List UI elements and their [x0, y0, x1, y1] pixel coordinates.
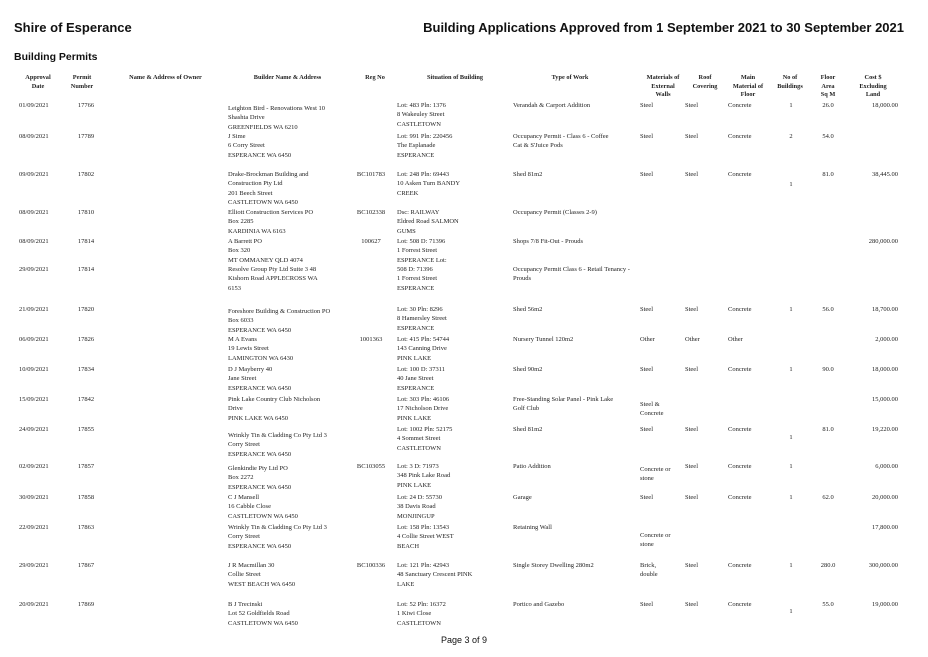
floor-area: 55.0	[822, 601, 834, 608]
approval-date: 22/09/2021	[19, 524, 49, 531]
column-header-situation: Situation of Building	[427, 74, 483, 81]
number-of-buildings: 1	[789, 306, 793, 313]
situation-of-building: Lot: 121 Pln: 42943 48 Sanctuary Crescent PINK LAKE	[397, 562, 473, 588]
column-header-approval-date: Approval Date	[25, 74, 51, 90]
permit-number: 17820	[77, 306, 95, 313]
floor-material: Concrete	[728, 133, 752, 140]
permit-number: 17814	[77, 266, 95, 273]
floor-area: 81.0	[822, 426, 834, 433]
column-header-external-walls: Materials of External Walls	[646, 74, 680, 99]
approval-date: 08/09/2021	[19, 238, 49, 245]
type-of-work: Shed 81m2	[513, 171, 543, 178]
builder-name-address: Resolve Group Pty Ltd Suite 3 48 Kishorn Road APPLECROSS WA 6153	[228, 266, 318, 292]
roof-covering: Steel	[685, 102, 698, 109]
approval-date: 20/09/2021	[19, 601, 49, 608]
number-of-buildings: 1	[789, 102, 793, 109]
builder-name-address: J Sime 6 Corry Street ESPERANCE WA 6450	[228, 133, 292, 159]
approval-date: 08/09/2021	[19, 133, 49, 140]
reg-no: BC101783	[356, 171, 386, 178]
type-of-work: Nursery Tunnel 120m2	[513, 336, 574, 343]
situation-of-building: Lot: 3 D: 71973 348 Pink Lake Road PINK LAKE	[397, 463, 451, 489]
type-of-work: Portico and Gazebo	[513, 601, 565, 608]
floor-material: Concrete	[728, 562, 752, 569]
floor-material: Other	[728, 336, 743, 343]
external-walls: Steel	[640, 494, 653, 501]
external-walls: Steel	[640, 426, 653, 433]
situation-of-building: Lot: 303 Pln: 46106 17 Nicholson Drive PINK LAKE	[397, 396, 450, 422]
type-of-work: Retaining Wall	[513, 524, 552, 531]
floor-material: Concrete	[728, 463, 752, 470]
number-of-buildings: 1	[789, 181, 793, 188]
floor-material: Concrete	[728, 494, 752, 501]
number-of-buildings: 1	[789, 366, 793, 373]
column-header-no-of-buildings: No of Buildings	[777, 74, 803, 90]
approval-date: 15/09/2021	[19, 396, 49, 403]
column-header-permit-number: Permit Number	[70, 74, 94, 90]
floor-area: 62.0	[822, 494, 834, 501]
situation-of-building: Lot: 30 Pln: 8296 8 Hamersley Street ESPERANCE	[397, 306, 447, 332]
situation-of-building: Lot: 52 Pln: 16372 1 Kiwi Close CASTLETOWN	[397, 601, 446, 627]
situation-of-building: Lot: 24 D: 55730 38 Davis Road MONJINGUP	[397, 494, 442, 520]
external-walls: Concrete or stone	[640, 466, 671, 483]
cost-excluding-land: 280,000.00	[868, 238, 898, 245]
approval-date: 09/09/2021	[19, 171, 49, 178]
section-heading: Building Permits	[14, 51, 98, 63]
situation-of-building: Lot: 1002 Pln: 52175 4 Sommet Street CASTLETOWN	[397, 426, 453, 452]
cost-excluding-land: 6,000.00	[875, 463, 898, 470]
permit-number: 17826	[77, 336, 95, 343]
external-walls: Steel	[640, 133, 653, 140]
type-of-work: Patio Addition	[513, 463, 551, 470]
floor-area: 280.0	[820, 562, 836, 569]
builder-name-address: Glenkindie Pty Ltd PO Box 2272 ESPERANCE WA 6450	[228, 465, 292, 491]
cost-excluding-land: 19,000.00	[872, 601, 898, 608]
type-of-work: Single Storey Dwelling 280m2	[513, 562, 594, 569]
permit-number: 17855	[77, 426, 95, 433]
builder-name-address: A Barrett PO Box 320 MT OMMANEY QLD 4074	[228, 238, 303, 264]
type-of-work: Shed 81m2	[513, 426, 543, 433]
column-header-floor-material: Main Material of Floor	[732, 74, 764, 99]
type-of-work: Shed 56m2	[513, 306, 543, 313]
column-header-roof-covering: Roof Covering	[692, 74, 718, 90]
floor-area: 81.0	[822, 171, 834, 178]
situation-of-building: Lot: 415 Pln: 54744 143 Canning Drive PINK LAKE	[397, 336, 450, 362]
cost-excluding-land: 19,220.00	[872, 426, 898, 433]
number-of-buildings: 1	[789, 434, 793, 441]
approval-date: 02/09/2021	[19, 463, 49, 470]
builder-name-address: Wrinkly Tin & Cladding Co Pty Ltd 3 Corry Street ESPERANCE WA 6450	[228, 432, 327, 458]
reg-no: BC102338	[356, 209, 386, 216]
roof-covering: Other	[685, 336, 700, 343]
approval-date: 06/09/2021	[19, 336, 49, 343]
page-number: Page 3 of 9	[440, 635, 488, 645]
approval-date: 29/09/2021	[19, 266, 49, 273]
builder-name-address: Pink Lake Country Club Nicholson Drive PINK LAKE WA 6450	[228, 396, 321, 422]
floor-material: Concrete	[728, 306, 752, 313]
type-of-work: Garage	[513, 494, 532, 501]
cost-excluding-land: 15,000.00	[872, 396, 898, 403]
type-of-work: Shed 90m2	[513, 366, 543, 373]
reg-no: BC103055	[356, 463, 386, 470]
floor-material: Concrete	[728, 366, 752, 373]
floor-area: 90.0	[822, 366, 834, 373]
roof-covering: Steel	[685, 366, 698, 373]
approval-date: 01/09/2021	[19, 102, 49, 109]
builder-name-address: B J Trecinski Lot 52 Goldfields Road CASTLETOWN WA 6450	[228, 601, 298, 627]
situation-of-building: Lot: 508 D: 71396 1 Forrest Street ESPERANCE Lot:	[397, 238, 447, 264]
external-walls: Steel	[640, 171, 653, 178]
number-of-buildings: 1	[789, 562, 793, 569]
external-walls: Steel	[640, 601, 653, 608]
column-header-type-of-work: Type of Work	[551, 74, 589, 81]
builder-name-address: D J Mayberry 40 Jane Street ESPERANCE WA 6450	[228, 366, 292, 392]
type-of-work: Verandah & Carport Addition	[513, 102, 591, 109]
number-of-buildings: 2	[789, 133, 793, 140]
floor-material: Concrete	[728, 426, 752, 433]
floor-material: Concrete	[728, 102, 752, 109]
cost-excluding-land: 17,800.00	[872, 524, 898, 531]
type-of-work: Shops 7/8 Fit-Out - Prouds	[513, 238, 584, 245]
roof-covering: Steel	[685, 601, 698, 608]
permit-number: 17869	[77, 601, 95, 608]
reg-no: 100627	[361, 238, 381, 245]
permit-number: 17810	[77, 209, 95, 216]
approval-date: 30/09/2021	[19, 494, 49, 501]
reg-no: 1001363	[359, 336, 383, 343]
type-of-work: Free-Standing Solar Panel - Pink Lake Golf Club	[513, 396, 614, 413]
approval-date: 29/09/2021	[19, 562, 49, 569]
situation-of-building: 508 D: 71396 1 Forrest Street ESPERANCE	[397, 266, 438, 292]
permit-number: 17814	[77, 238, 95, 245]
external-walls: Steel & Concrete	[640, 401, 664, 418]
situation-of-building: Lot: 100 D: 37311 40 Jane Street ESPERANCE	[397, 366, 445, 392]
number-of-buildings: 1	[789, 608, 793, 615]
builder-name-address: C J Mansell 16 Cabble Close CASTLETOWN WA 6450	[228, 494, 298, 520]
permit-number: 17857	[77, 463, 95, 470]
external-walls: Concrete or stone	[640, 532, 671, 549]
roof-covering: Steel	[685, 171, 698, 178]
builder-name-address: Leighton Bird - Renovations West 10 Shashta Drive GREENFIELDS WA 6210	[228, 105, 326, 131]
column-header-reg-no: Reg No	[365, 74, 385, 81]
situation-of-building: Dsc: RAILWAY Eldred Road SALMON GUMS	[397, 209, 459, 235]
approval-date: 21/09/2021	[19, 306, 49, 313]
permit-number: 17789	[77, 133, 95, 140]
approval-date: 08/09/2021	[19, 209, 49, 216]
roof-covering: Steel	[685, 494, 698, 501]
type-of-work: Occupancy Permit (Classes 2-9)	[513, 209, 597, 216]
cost-excluding-land: 20,000.00	[872, 494, 898, 501]
cost-excluding-land: 18,000.00	[872, 366, 898, 373]
external-walls: Steel	[640, 366, 653, 373]
floor-area: 26.0	[822, 102, 834, 109]
situation-of-building: Lot: 158 Pln: 13543 4 Collie Street WEST BEACH	[397, 524, 454, 550]
cost-excluding-land: 18,000.00	[872, 102, 898, 109]
builder-name-address: Wrinkly Tin & Cladding Co Pty Ltd 3 Corry Street ESPERANCE WA 6450	[228, 524, 327, 550]
external-walls: Brick, double	[640, 562, 658, 579]
external-walls: Other	[640, 336, 655, 343]
approval-date: 10/09/2021	[19, 366, 49, 373]
column-header-owner: Name & Address of Owner	[129, 74, 202, 81]
permit-number: 17863	[77, 524, 95, 531]
organisation-title: Shire of Esperance	[14, 20, 132, 35]
situation-of-building: Lot: 991 Pln: 220456 The Esplanade ESPERANCE	[397, 133, 453, 159]
builder-name-address: J R Macmillan 30 Collie Street WEST BEACH WA 6450	[228, 562, 296, 588]
builder-name-address: Foreshore Building & Construction PO Box 6033 ESPERANCE WA 6450	[228, 308, 331, 334]
report-title: Building Applications Approved from 1 September 2021 to 30 September 2021	[423, 20, 904, 35]
roof-covering: Steel	[685, 463, 698, 470]
external-walls: Steel	[640, 102, 653, 109]
type-of-work: Occupancy Permit Class 6 - Retail Tenancy - Prouds	[513, 266, 630, 283]
approval-date: 24/09/2021	[19, 426, 49, 433]
roof-covering: Steel	[685, 133, 698, 140]
column-header-builder: Builder Name & Address	[253, 74, 322, 81]
cost-excluding-land: 38,445.00	[872, 171, 898, 178]
permit-number: 17766	[77, 102, 95, 109]
cost-excluding-land: 2,000.00	[875, 336, 898, 343]
permit-number: 17867	[77, 562, 95, 569]
cost-excluding-land: 18,700.00	[872, 306, 898, 313]
permit-number: 17842	[77, 396, 95, 403]
roof-covering: Steel	[685, 426, 698, 433]
column-header-floor-area: Floor Area Sq M	[820, 74, 836, 99]
roof-covering: Steel	[685, 306, 698, 313]
builder-name-address: M A Evans 19 Lewis Street LAMINGTON WA 6430	[228, 336, 294, 362]
floor-material: Concrete	[728, 601, 752, 608]
floor-area: 54.0	[822, 133, 834, 140]
permit-number: 17858	[77, 494, 95, 501]
number-of-buildings: 1	[789, 494, 793, 501]
type-of-work: Occupancy Permit - Class 6 - Coffee Cat & S'Juice Pods	[513, 133, 609, 150]
cost-excluding-land: 300,000.00	[868, 562, 898, 569]
builder-name-address: Elliott Construction Services PO Box 2285 KARDINIA WA 6163	[228, 209, 314, 235]
situation-of-building: Lot: 248 Pln: 69443 10 Asken Turn BANDY CREEK	[397, 171, 461, 197]
floor-material: Concrete	[728, 171, 752, 178]
permit-number: 17834	[77, 366, 95, 373]
external-walls: Steel	[640, 306, 653, 313]
builder-name-address: Drake-Brockman Building and Construction Pty Ltd 201 Beech Street CASTLETOWN WA 6450	[228, 171, 309, 206]
situation-of-building: Lot: 483 Pln: 1376 8 Wakeuley Street CASTLETOWN	[397, 102, 446, 128]
column-header-cost: Cost $ Excluding Land	[859, 74, 887, 99]
number-of-buildings: 1	[789, 463, 793, 470]
permit-number: 17802	[77, 171, 95, 178]
floor-area: 56.0	[822, 306, 834, 313]
reg-no: BC100336	[356, 562, 386, 569]
roof-covering: Steel	[685, 562, 698, 569]
